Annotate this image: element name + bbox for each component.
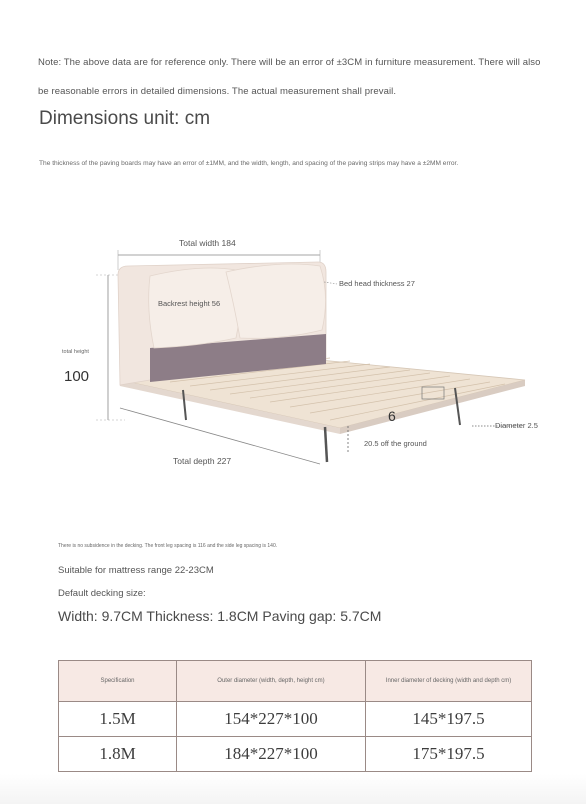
right-cushion (226, 264, 326, 338)
total-width-label: Total width 184 (179, 238, 236, 248)
header-specification: Specification (59, 661, 177, 702)
decking-subsidence-note: There is no subsidence in the decking. The front leg spacing is 116 and the side leg spacing is 140. (58, 543, 278, 549)
total-height-label: total height (62, 349, 89, 355)
mattress-range: Suitable for mattress range 22-23CM (58, 565, 214, 576)
leg-front-left (325, 427, 327, 462)
backrest-height-label: Backrest height 56 (158, 299, 221, 308)
total-height-value: 100 (64, 368, 90, 385)
cell-outer: 184*227*100 (177, 737, 366, 772)
header-outer-diameter: Outer diameter (width, depth, height cm) (177, 661, 366, 702)
diameter-label: Diameter 2.5 (495, 421, 538, 430)
ground-clearance-label: 20.5 off the ground (364, 439, 427, 448)
table-row (59, 737, 532, 772)
reference-note-line1: Note: The above data are for reference only. There will be an error of ±3CM in furniture measurement. There will also (38, 57, 541, 68)
total-depth-label: Total depth 227 (173, 456, 232, 466)
table-row (59, 702, 532, 737)
bottom-fade (0, 774, 586, 804)
spec-table (58, 660, 532, 772)
cell-inner: 175*197.5 (366, 737, 532, 772)
cell-outer: 154*227*100 (177, 702, 366, 737)
leg-size-value: 6 (388, 408, 396, 424)
header-inner-diameter: Inner diameter of decking (width and depth cm) (366, 661, 532, 702)
dimensions-title: Dimensions unit: cm (39, 108, 211, 129)
decking-size-label: Default decking size: (58, 588, 146, 599)
left-cushion (149, 268, 240, 348)
paving-error-note: The thickness of the paving boards may have an error of ±1MM, and the width, length, and spacing of the paving strips may have a ±2MM error. (39, 160, 459, 167)
reference-note-line2: be reasonable errors in detailed dimensions. The actual measurement shall prevail. (38, 86, 397, 97)
decking-size-spec: Width: 9.7CM Thickness: 1.8CM Paving gap: 5.7CM (58, 608, 382, 624)
cell-inner: 145*197.5 (366, 702, 532, 737)
cell-spec: 1.5M (59, 702, 177, 737)
bed-dimension-diagram (0, 230, 586, 480)
table-header-row (59, 661, 532, 702)
bed-head-thickness-label: Bed head thickness 27 (339, 279, 415, 288)
cell-spec: 1.8M (59, 737, 177, 772)
